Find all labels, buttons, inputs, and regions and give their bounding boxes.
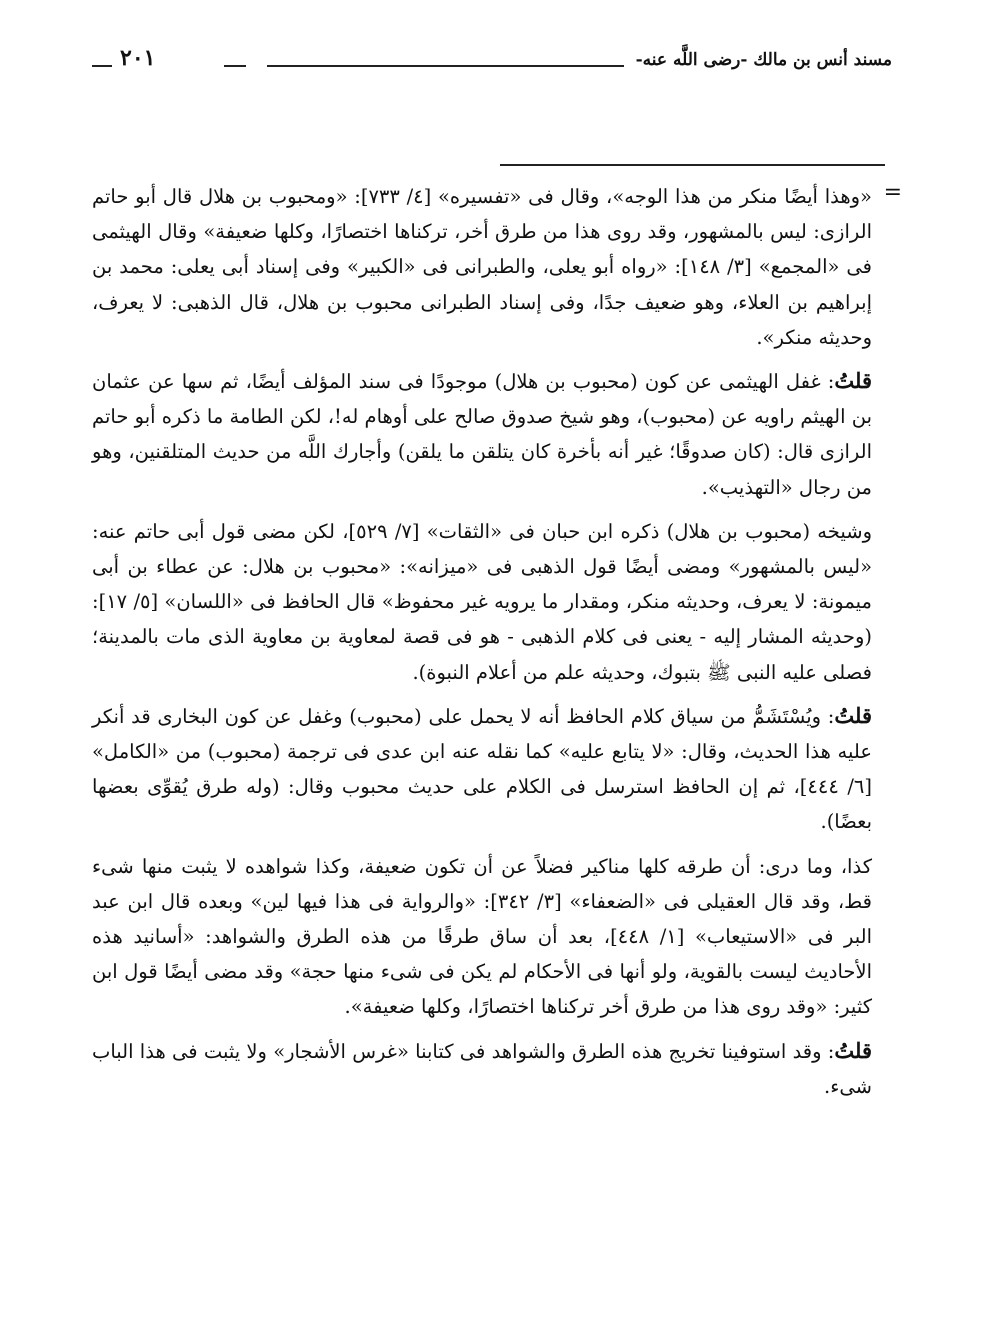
paragraph-text: : ويُسْتَشَمُّ من سياق كلام الحافظ أنه لا يحمل على (محبوب) وغفل عن كون البخارى قد أنكر عليه هذا الحديث، وقال: «لا يتابع عليه» كما نقله عنه ابن عدى فى ترجمة (محبوب) من «الكامل» [٦/ ٤٤٤]، ثم إن الحافظ استرسل فى الكلام على حديث محبوب وقال: (وله طرق يُقوِّى بعضها بعضًا). — [92, 704, 872, 834]
footnote-separator — [500, 164, 885, 166]
paragraph-2 — [92, 363, 872, 505]
paragraph-5 — [92, 848, 872, 1025]
paragraph-text: : وقد استوفينا تخريج هذه الطرق والشواهد فى كتابنا «غرس الأشجار» ولا يثبت فى هذا الباب شىء. — [92, 1039, 872, 1098]
continuation-mark: = — [883, 180, 902, 205]
paragraph-text: «وهذا أيضًا منكر من هذا الوجه»، وقال فى «تفسيره» [٤/ ٧٣٣]: «ومحبوب بن هلال قال أبو حاتم الرازى: ليس بالمشهور، وقد روى هذا من طرق أخر، تركناها اختصارًا، وكلها ضعيفة» وقال الهيثمى فى «المجمع» [٣/ ١٤٨]: «رواه أبو يعلى، والطبرانى فى «الكبير» وفى إسناد أبى يعلى: محمد بن إبراهيم بن العلاء، وهو ضعيف جدًا، وفى إسناد الطبرانى محبوب بن هلال، قال الذهبى: لا يعرف، وحديثه منكر». — [92, 185, 872, 349]
paragraph-lead: قلتُ — [834, 368, 872, 394]
paragraph-6 — [92, 1033, 872, 1104]
footnote-body — [92, 178, 902, 1112]
paragraph-3 — [92, 513, 872, 690]
paragraph-lead: قلتُ — [834, 1037, 872, 1063]
page-number: ٢٠١ — [120, 45, 156, 71]
running-title: مسند أنس بن مالك -رضى اللَّه عنه- — [635, 50, 892, 70]
paragraph-1 — [92, 178, 872, 355]
paragraph-text: وشيخه (محبوب بن هلال) ذكره ابن حبان فى «الثقات» [٧/ ٥٢٩]، لكن مضى قول أبى حاتم عنه: «ليس بالمشهور» ومضى أيضًا قول الذهبى فى «ميزانه»: «محبوب بن هلال: عن عطاء بن أبى ميمونة: لا يعرف، وحديثه منكر، ومقدار ما يرويه غير محفوظ» قال الحافظ فى «اللسان» [٥/ ١٧]: (وحديثه المشار إليه - يعنى فى كلام الذهبى - هو فى قصة لمعاوية بن معاوية الذى مات بالمدينة؛ فصلى عليه النبى ﷺ بتبوك، وحديثه علم من أعلام النبوة). — [92, 519, 872, 684]
paragraph-4 — [92, 698, 872, 840]
paragraph-lead: قلتُ — [834, 702, 872, 728]
page-header — [92, 44, 892, 84]
header-rule — [267, 65, 624, 67]
paragraph-text: كذا، وما درى: أن طرقه كلها مناكير فضلاً عن أن تكون ضعيفة، وكذا شواهده لا يثبت منها شىء قط، وقد قال العقيلى فى «الضعفاء» [٣/ ٣٤٢]: «والرواية فى هذا فيها لين» وبعده قال ابن عبد البر فى «الاستيعاب» [١/ ٤٤٨]، بعد أن ساق طرقًا من هذه الطرق والشواهد: «أسانيد هذه الأحاديث ليست بالقوية، ولو أنها فى الأحكام لم يكن فى شىء منها حجة» وقد مضى أيضًا قول ابن كثير: «وقد روى هذا من طرق أخر تركناها اختصارًا، وكلها ضعيفة». — [92, 854, 873, 1019]
page-number-dash-left — [92, 65, 112, 67]
page-number-dash-right — [224, 65, 246, 67]
paragraph-text: : غفل الهيثمى عن كون (محبوب بن هلال) موجودًا فى سند المؤلف أيضًا، ثم سها عن عثمان بن الهيثم راويه عن (محبوب)، وهو شيخ صدوق صالح على أوهام له!، لكن الطامة ما ذكره أبو حاتم الرازى قال: (كان صدوقًا؛ غير أنه بأخرة كان يتلقن ما يلقن) وأجارك اللَّه من حديث المتلقنين، وهو من رجال «التهذيب». — [92, 370, 872, 499]
